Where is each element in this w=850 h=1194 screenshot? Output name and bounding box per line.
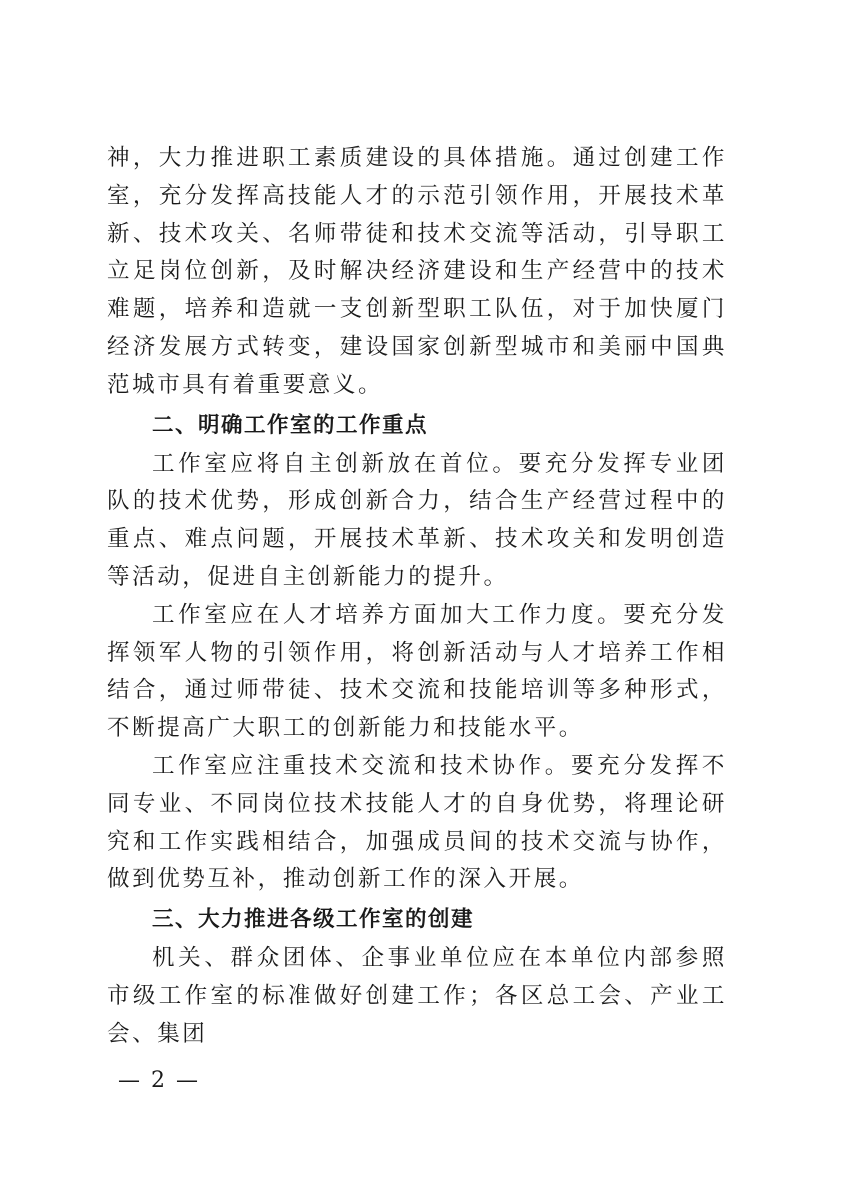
document-body xyxy=(107,140,727,1054)
paragraph-innovation: 工作室应将自主创新放在首位。要充分发挥专业团队的技术优势，形成创新合力，结合生产经营过程中的重点、难点问题，开展技术革新、技术攻关和发明创造等活动，促进自主创新能力的提升。 xyxy=(107,450,727,590)
section-heading-3: 三、大力推进各级工作室的创建 xyxy=(152,907,475,933)
paragraph-intro-continued: 神，大力推进职工素质建设的具体措施。通过创建工作室，充分发挥高技能人才的示范引领作用，开展技术革新、技术攻关、名师带徒和技术交流等活动，引导职工立足岗位创新，及时解决经济建设和生产经营中的技术难题，培养和造就一支创新型职工队伍，对于加快厦门经济发展方式转变，建设国家创新型城市和美丽中国典范城市具有着重要意义。 xyxy=(107,145,727,398)
paragraph-creation: 机关、群众团体、企事业单位应在本单位内部参照市级工作室的标准做好创建工作；各区总工会、产业工会、集团 xyxy=(107,945,727,1047)
page-number: — 2 — xyxy=(118,1068,200,1093)
paragraph-talent-training: 工作室应在人才培养方面加大工作力度。要充分发挥领军人物的引领作用，将创新活动与人才培养工作相结合，通过师带徒、技术交流和技能培训等多种形式，不断提高广大职工的创新能力和技能水平。 xyxy=(107,601,727,742)
section-heading-2: 二、明确工作室的工作重点 xyxy=(152,412,429,438)
paragraph-technical-exchange: 工作室应注重技术交流和技术协作。要充分发挥不同专业、不同岗位技术技能人才的自身优势，将理论研究和工作实践相结合，加强成员间的技术交流与协作，做到优势互补，推动创新工作的深入开展。 xyxy=(107,752,727,893)
